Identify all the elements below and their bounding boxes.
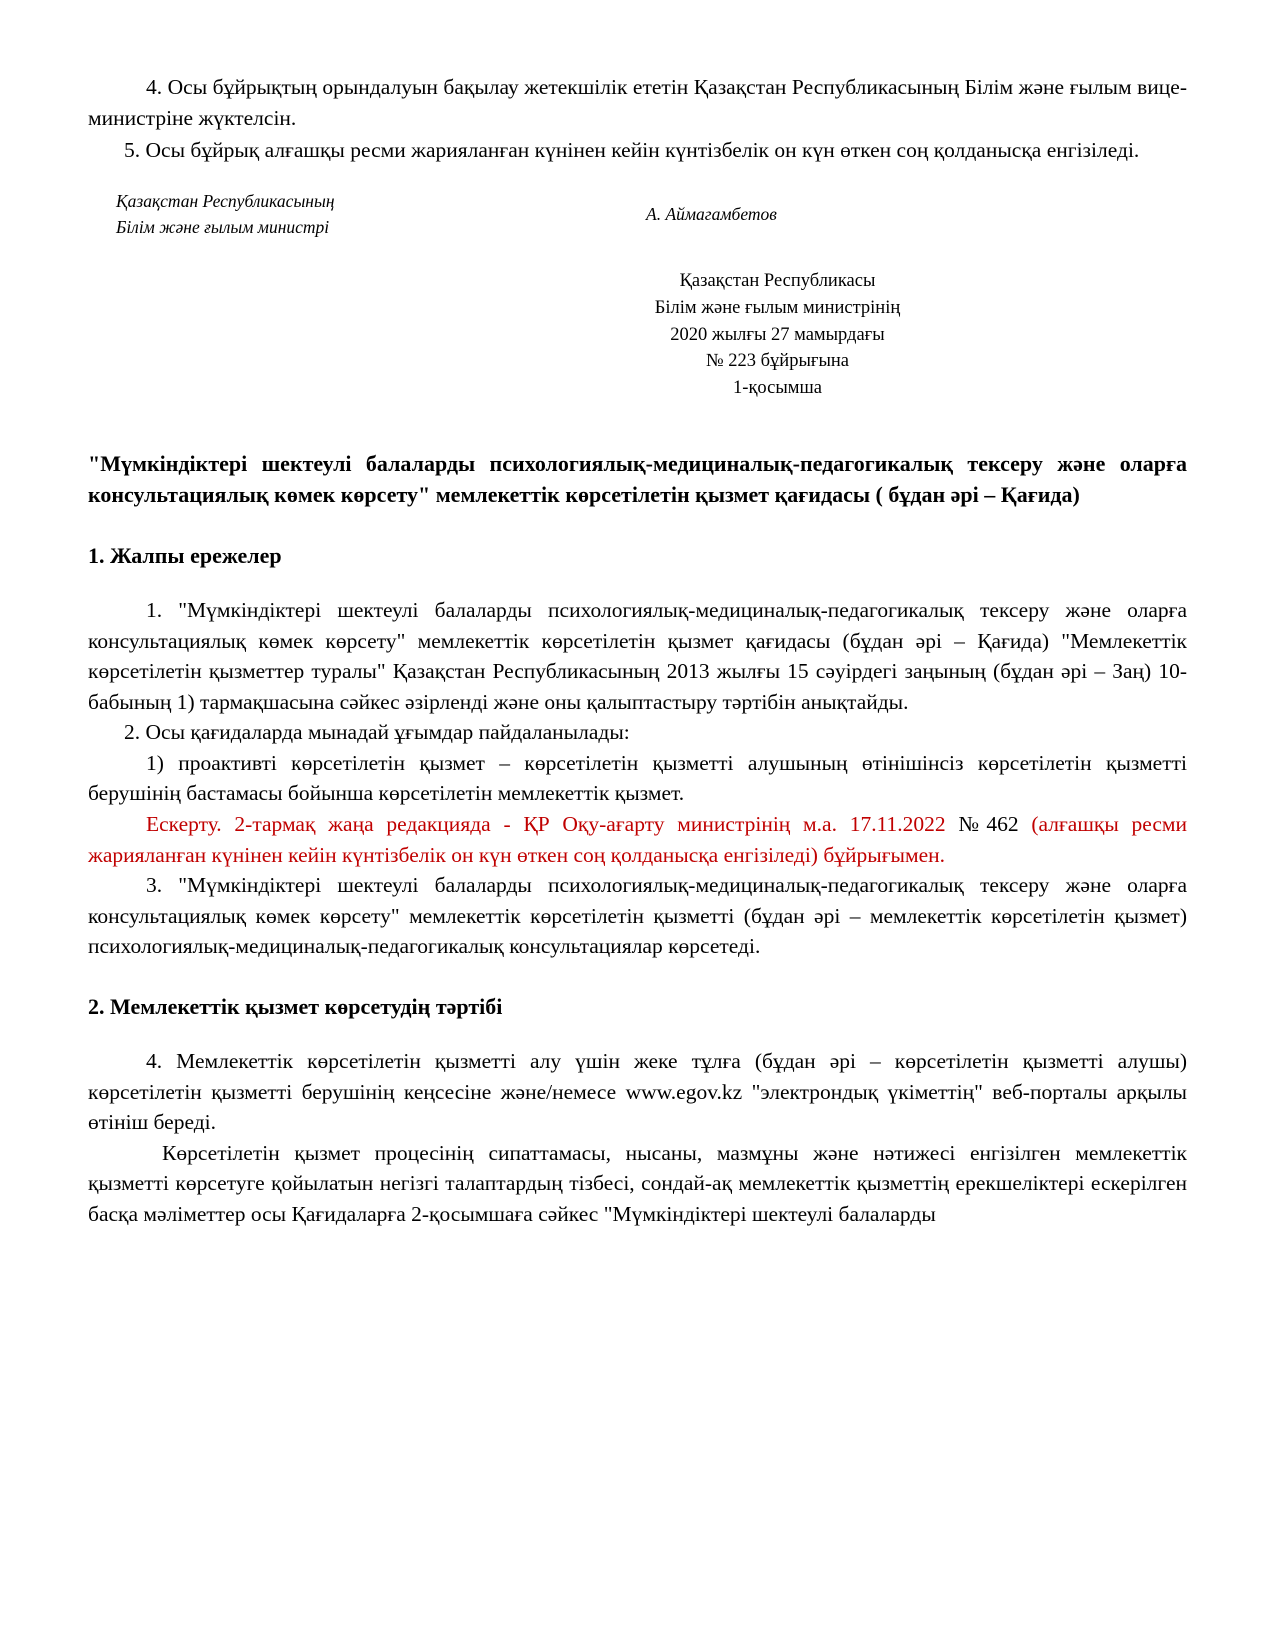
signature-block bbox=[88, 188, 1187, 241]
paragraph-1-1: 1. "Мүмкіндіктері шектеулі балаларды психологиялық-медициналық-педагогикалық тексеру және оларға консультациялық көмек көрсету" мемлекеттік көрсетілетін қызмет қағидасы (бұдан әрі – Қағида) "Мемлекеттік көрсетілетін қызметтер туралы" Қазақстан Республикасының 2013 жылғы 15 сәуірдегі заңының (бұдан әрі – Заң) 10-бабының 1) тармақшасына сәйкес әзірленді және оны қалыптастыру тәртібін анықтайды. bbox=[88, 598, 1187, 714]
section-heading-2: 2. Мемлекеттік қызмет көрсетудің тәртібі bbox=[88, 993, 503, 1019]
paragraph-2-2: Көрсетілетін қызмет процесінің сипаттамасы, нысаны, мазмұны және нәтижесі енгізілген мемлекеттік қызметті көрсетуге қойылатын негізгі талаптардың тізбесі, сондай-ақ мемлекеттік қызметтің ерекшеліктері ескерілген басқа мәліметтер осы Қағидаларға 2-қосымшаға сәйкес "Мүмкіндіктері шектеулі балаларды bbox=[88, 1140, 1187, 1226]
note-text-part-1: Ескерту. 2-тармақ жаңа редакцияда - ҚР Оқу-ағарту министрінің м.а. 17.11.2022 bbox=[146, 811, 959, 836]
section-heading-1: 1. Жалпы ережелер bbox=[88, 542, 282, 568]
document-title: "Мүмкіндіктері шектеулі балаларды психологиялық-медициналық-педагогикалық тексеру және оларға консультациялық көмек көрсету" мемлекеттік көрсетілетін қызмет қағидасы ( бұдан әрі – Қағида) bbox=[88, 451, 1187, 508]
reference-line: 1-қосымша bbox=[733, 378, 822, 399]
reference-line: 2020 жылғы 27 мамырдағы bbox=[670, 324, 885, 345]
paragraph-2-1: 4. Мемлекеттік көрсетілетін қызметті алу үшін жеке тұлға (бұдан әрі – көрсетілетін қызметті алушы) көрсетілетін қызметті берушінің кеңсесіне және/немесе www.egov.kz "электрондық үкіметтің" веб-порталы арқылы өтініш береді. bbox=[88, 1049, 1187, 1135]
reference-line: Білім және ғылым министрінің bbox=[654, 297, 901, 318]
signer-name: А. Аймагамбетов bbox=[646, 203, 777, 224]
paragraph-1-2: 2. Осы қағидаларда мынадай ұғымдар пайдаланылады: bbox=[124, 720, 630, 745]
signer-position-line-2: Білім және ғылым министрі bbox=[116, 216, 330, 237]
order-reference-block bbox=[88, 268, 1187, 402]
amendment-note bbox=[88, 809, 1187, 870]
section-1-body bbox=[88, 595, 1187, 961]
paragraph-item-4: 4. Осы бұйрықтың орындалуын бақылау жетекшілік ететін Қазақстан Республикасының Білім және ғылым вице-министріне жүктелсін. bbox=[88, 75, 1187, 130]
paragraph-item-5: 5. Осы бұйрық алғашқы ресми жарияланған күнінен кейін күнтізбелік он күн өткен соң қолданысқа енгізіледі. bbox=[124, 138, 1140, 163]
section-2-body bbox=[88, 1046, 1187, 1229]
reference-line: № 223 бұйрығына bbox=[705, 351, 850, 372]
paragraph-1-3: 1) проактивті көрсетілетін қызмет – көрсетілетін қызметті алушының өтінішінсіз көрсетілетін қызметті берушінің бастамасы бойынша көрсетілетін мемлекеттік қызмет. bbox=[88, 750, 1187, 806]
note-number-value: 462 bbox=[986, 811, 1019, 836]
note-number-symbol: № bbox=[958, 811, 987, 836]
note-text-part-2: (алғашқы ресми жарияланған күнінен кейін күнтізбелік он күн өткен соң қолданысқа енгізіледі) бұйрығымен. bbox=[88, 811, 1187, 867]
signer-position-line-1: Қазақстан Республикасының bbox=[116, 190, 335, 211]
reference-line: Қазақстан Республикасы bbox=[679, 271, 876, 292]
paragraph-1-4: 3. "Мүмкіндіктері шектеулі балаларды психологиялық-медициналық-педагогикалық тексеру және оларға консультациялық көмек көрсету" мемлекеттік көрсетілетін қызметті (бұдан әрі – мемлекеттік көрсетілетін қызмет) психологиялық-медициналық-педагогикалық консультациялар көрсетеді. bbox=[88, 873, 1187, 959]
signer-position bbox=[88, 188, 546, 241]
